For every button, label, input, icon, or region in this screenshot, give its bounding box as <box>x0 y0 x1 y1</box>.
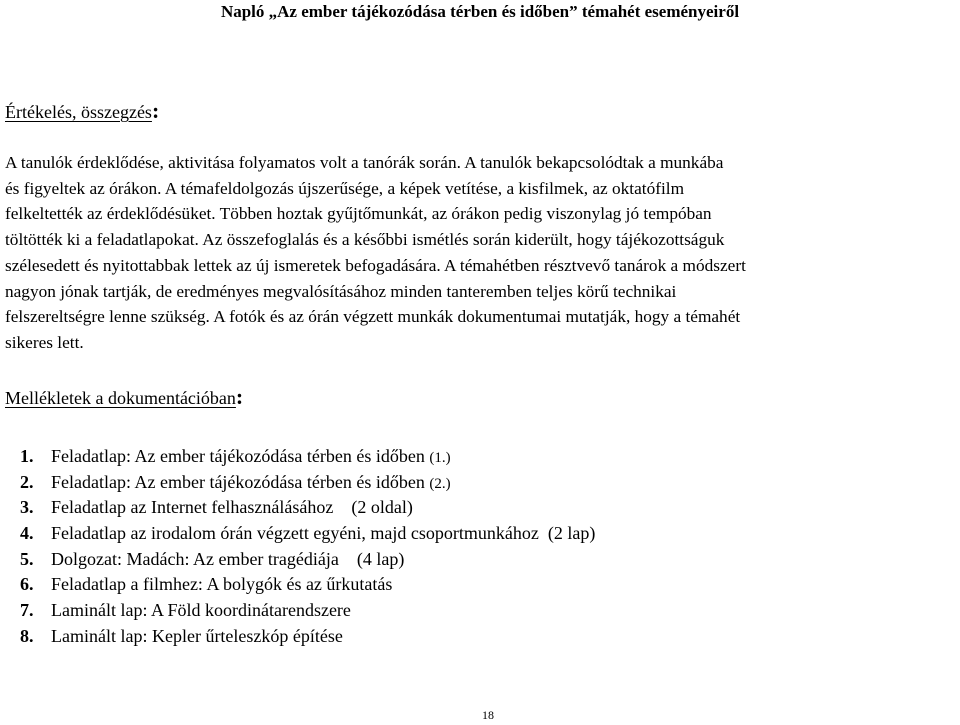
list-item-text: Feladatlap az Internet felhasználásához (2 oldal) <box>51 497 413 518</box>
list-item-text: Feladatlap az irodalom órán végzett egyéni, majd csoportmunkához (2 lap) <box>51 523 596 544</box>
list-item-text: Dolgozat: Madách: Az ember tragédiája (4 lap) <box>51 548 405 569</box>
list-item-text: Laminált lap: Kepler űrteleszkóp építése <box>51 625 343 646</box>
list-item <box>20 495 595 521</box>
list-item-number: 5. <box>20 548 34 569</box>
list-item-text: Feladatlap a filmhez: A bolygók és az űrkutatás <box>51 574 393 595</box>
attachments-heading-colon: : <box>235 384 244 409</box>
attachments-heading-text: Mellékletek a dokumentációban <box>5 388 236 408</box>
evaluation-heading-colon: : <box>151 98 160 123</box>
list-item <box>20 521 595 547</box>
list-item-number: 8. <box>20 625 34 646</box>
list-item-number: 3. <box>20 497 34 518</box>
list-item-text: Feladatlap: Az ember tájékozódása térben és időben <box>51 471 430 492</box>
paragraph-line: és figyeltek az órákon. A témafeldolgozás újszerűsége, a képek vetítése, a kisfilmek, az oktatófilm <box>5 178 685 198</box>
list-item-number: 2. <box>20 471 34 492</box>
list-item <box>20 598 595 624</box>
list-item-number: 1. <box>20 446 34 466</box>
list-item-suffix: (1.) <box>429 450 451 466</box>
list-item-text: Feladatlap: Az ember tájékozódása térben és időben <box>51 446 430 466</box>
list-item-number: 7. <box>20 600 34 621</box>
paragraph-line: töltötték ki a feladatlapokat. Az összefoglalás és a későbbi ismétlés során kiderült, hogy tájékozottságuk <box>5 230 725 250</box>
paragraph-line: szélesedett és nyitottabbak lettek az új ismeretek befogadására. A témahétben résztvevő tanárok a módszert <box>5 255 746 275</box>
evaluation-heading-text: Értékelés, összegzés <box>5 102 152 122</box>
list-item <box>20 470 595 496</box>
list-item <box>20 547 595 573</box>
attachments-list <box>20 444 595 650</box>
paragraph-line: nagyon jónak tartják, de eredményes megvalósításához minden tanteremben teljes körű technikai <box>5 281 677 301</box>
paragraph-line: felkeltették az érdeklődésüket. Többen hoztak gyűjtőmunkát, az órákon pedig viszonylag jó tempóban <box>5 204 712 224</box>
paragraph-line: A tanulók érdeklődése, aktivitása folyamatos volt a tanórák során. A tanulók bekapcsolódtak a munkába <box>5 153 724 172</box>
paragraph-line: felszereltségre lenne szükség. A fotók és az órán végzett munkák dokumentumai mutatják, hogy a témahét <box>5 307 741 327</box>
page-number: 18 <box>482 708 494 722</box>
list-item-number: 6. <box>20 574 34 595</box>
evaluation-heading <box>5 99 159 124</box>
paragraph-line: sikeres lett. <box>5 332 84 352</box>
list-item-text: Laminált lap: A Föld koordinátarendszere <box>51 600 351 621</box>
list-item <box>20 444 595 470</box>
attachments-heading <box>5 385 243 410</box>
evaluation-paragraph <box>5 150 945 356</box>
list-item <box>20 572 595 598</box>
list-item <box>20 624 595 650</box>
document-title: Napló „Az ember tájékozódása térben és időben” témahét eseményeiről <box>220 2 740 21</box>
list-item-number: 4. <box>20 523 34 544</box>
list-item-suffix: (2.) <box>429 475 451 492</box>
